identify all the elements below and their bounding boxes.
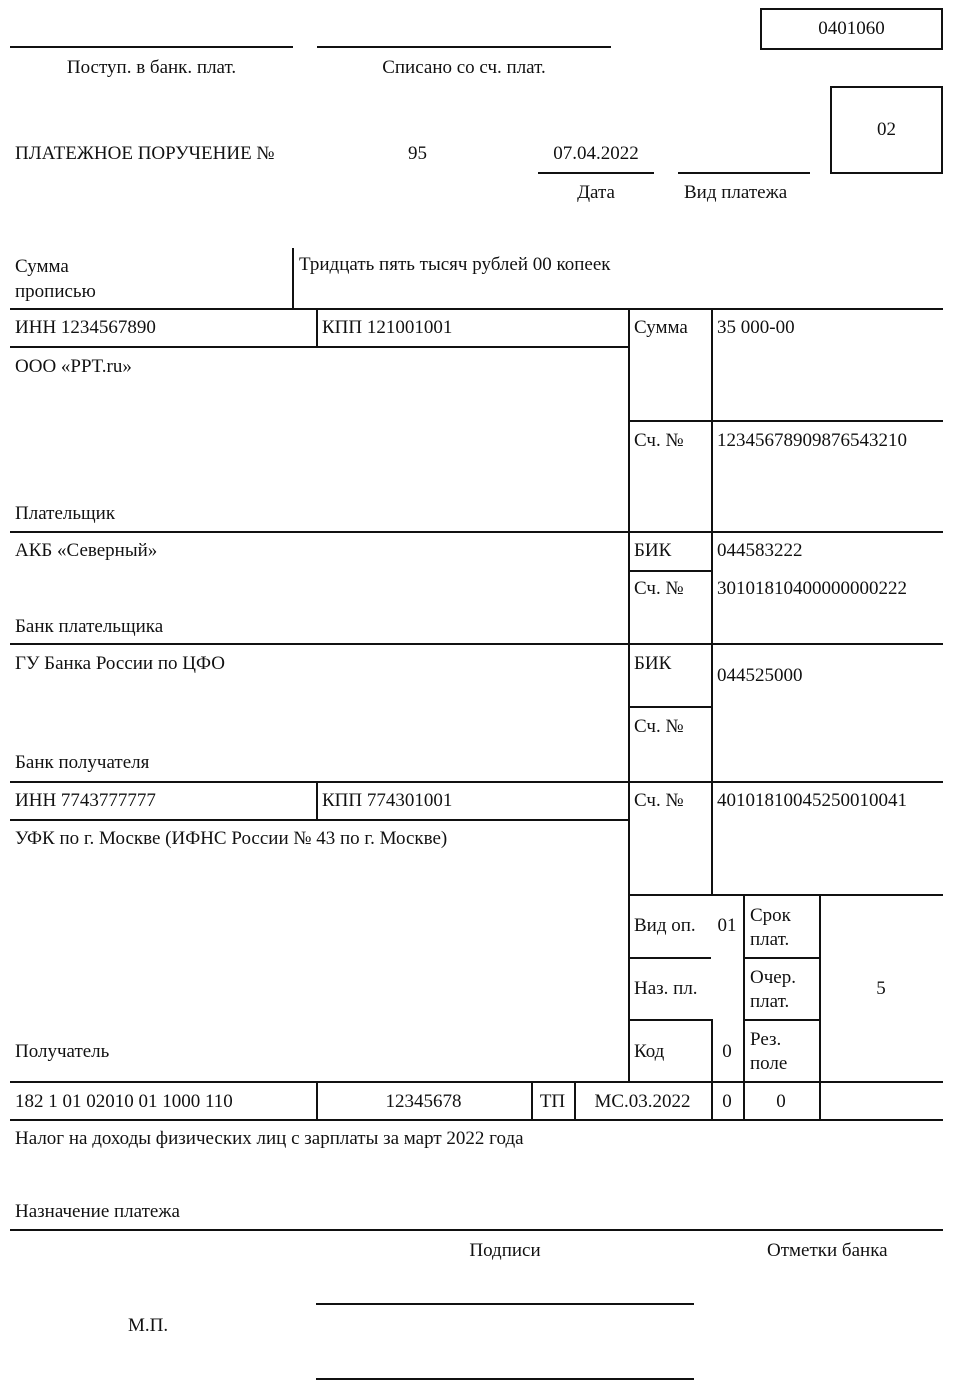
payer-sum-value: 35 000-00: [717, 317, 795, 338]
date-line: [538, 172, 654, 174]
status-code: 02: [877, 119, 896, 140]
grid-line: [316, 308, 318, 347]
payee-name: УФК по г. Москве (ИФНС России № 43 по г. Москве): [15, 828, 448, 849]
doc-date: 0: [776, 1091, 786, 1112]
payee-account-value: 40101810045250010041: [717, 790, 907, 811]
payer-bank-account-value: 30101810400000000222: [717, 578, 907, 599]
grid-line: [711, 308, 713, 894]
payer-bank-label: Банк плательщика: [15, 616, 164, 637]
tax-period: МС.03.2022: [594, 1091, 691, 1112]
tax-basis: ТП: [539, 1091, 566, 1112]
grid-line: [10, 643, 943, 645]
grid-line: [628, 894, 943, 896]
doc-number: 0: [722, 1091, 732, 1112]
grid-line: [819, 894, 821, 1120]
form-code: 0401060: [818, 18, 885, 39]
received-line: [10, 46, 293, 48]
vid-op-value: 01: [717, 915, 737, 936]
kbk: 182 1 01 02010 01 1000 110: [15, 1091, 233, 1112]
payer-account-value: 12345678909876543210: [717, 430, 907, 451]
grid-line: [743, 957, 819, 959]
vid-op-label: Вид оп.: [634, 915, 696, 936]
payer-account-label: Сч. №: [634, 430, 684, 451]
order-number: 95: [408, 143, 427, 164]
grid-line: [628, 957, 711, 959]
debited-line: [317, 46, 611, 48]
grid-line: [628, 308, 630, 1082]
payee-bank-name: ГУ Банка России по ЦФО: [15, 653, 225, 674]
amount-words-label: Сумма прописью: [15, 256, 96, 302]
ocher-label: Очер. плат.: [750, 967, 796, 1012]
grid-line: [628, 570, 711, 572]
grid-line: [628, 706, 711, 708]
grid-line: [10, 1229, 943, 1231]
payer-bank-name: АКБ «Северный»: [15, 540, 158, 561]
oktmo: 12345678: [385, 1091, 462, 1112]
payee-inn: ИНН 7743777777: [15, 790, 156, 811]
order-date: 07.04.2022: [553, 143, 639, 164]
ocher-value: 5: [876, 978, 886, 999]
payee-bank-label: Банк получателя: [15, 752, 150, 773]
amount-words-divider: [292, 248, 294, 308]
payer-label: Плательщик: [15, 503, 116, 524]
payment-type-line: [678, 172, 810, 174]
payee-bank-account-label: Сч. №: [634, 716, 684, 737]
grid-line: [10, 1081, 943, 1083]
payer-inn: ИНН 1234567890: [15, 317, 156, 338]
stamp-label: М.П.: [128, 1315, 169, 1336]
signature-line-2: [316, 1378, 694, 1380]
amount-words-value: Тридцать пять тысяч рублей 00 копеек: [299, 254, 611, 275]
payer-sum-label: Сумма: [634, 317, 688, 338]
payer-bank-bik-label: БИК: [634, 540, 672, 561]
grid-line: [10, 346, 628, 348]
grid-line: [10, 819, 628, 821]
payment-type-label: Вид платежа: [684, 182, 788, 203]
received-label: Поступ. в банк. плат.: [66, 57, 237, 78]
kod-value: 0: [722, 1041, 732, 1062]
srok-label: Срок плат.: [750, 905, 791, 950]
payee-kpp: КПП 774301001: [322, 790, 453, 811]
grid-line: [10, 781, 943, 783]
payer-bank-bik-value: 044583222: [717, 540, 803, 561]
grid-line: [10, 308, 943, 310]
date-label: Дата: [577, 182, 615, 203]
signatures-label: Подписи: [469, 1240, 541, 1261]
debited-label: Списано со сч. плат.: [382, 57, 546, 78]
naz-pl-label: Наз. пл.: [634, 978, 698, 999]
grid-line: [628, 420, 943, 422]
page-title: ПЛАТЕЖНОЕ ПОРУЧЕНИЕ №: [15, 143, 275, 164]
grid-line: [316, 781, 318, 820]
kod-label: Код: [634, 1041, 665, 1062]
bank-marks-label: Отметки банка: [767, 1240, 888, 1261]
payer-name: ООО «PPT.ru»: [15, 356, 132, 377]
payee-label: Получатель: [15, 1041, 110, 1062]
payer-kpp: КПП 121001001: [322, 317, 453, 338]
grid-line: [628, 1019, 711, 1021]
purpose-label: Назначение платежа: [15, 1201, 180, 1222]
grid-line: [743, 894, 745, 1120]
purpose-text: Налог на доходы физических лиц с зарплаты за март 2022 года: [15, 1128, 524, 1149]
payee-bank-bik-label: БИК: [634, 653, 672, 674]
grid-line: [743, 1019, 819, 1021]
payee-bank-bik-value: 044525000: [717, 665, 803, 686]
payee-account-label: Сч. №: [634, 790, 684, 811]
rez-label: Рез. поле: [750, 1029, 788, 1074]
grid-line: [10, 1119, 943, 1121]
grid-line: [10, 531, 943, 533]
payer-bank-account-label: Сч. №: [634, 578, 684, 599]
signature-line-1: [316, 1303, 694, 1305]
